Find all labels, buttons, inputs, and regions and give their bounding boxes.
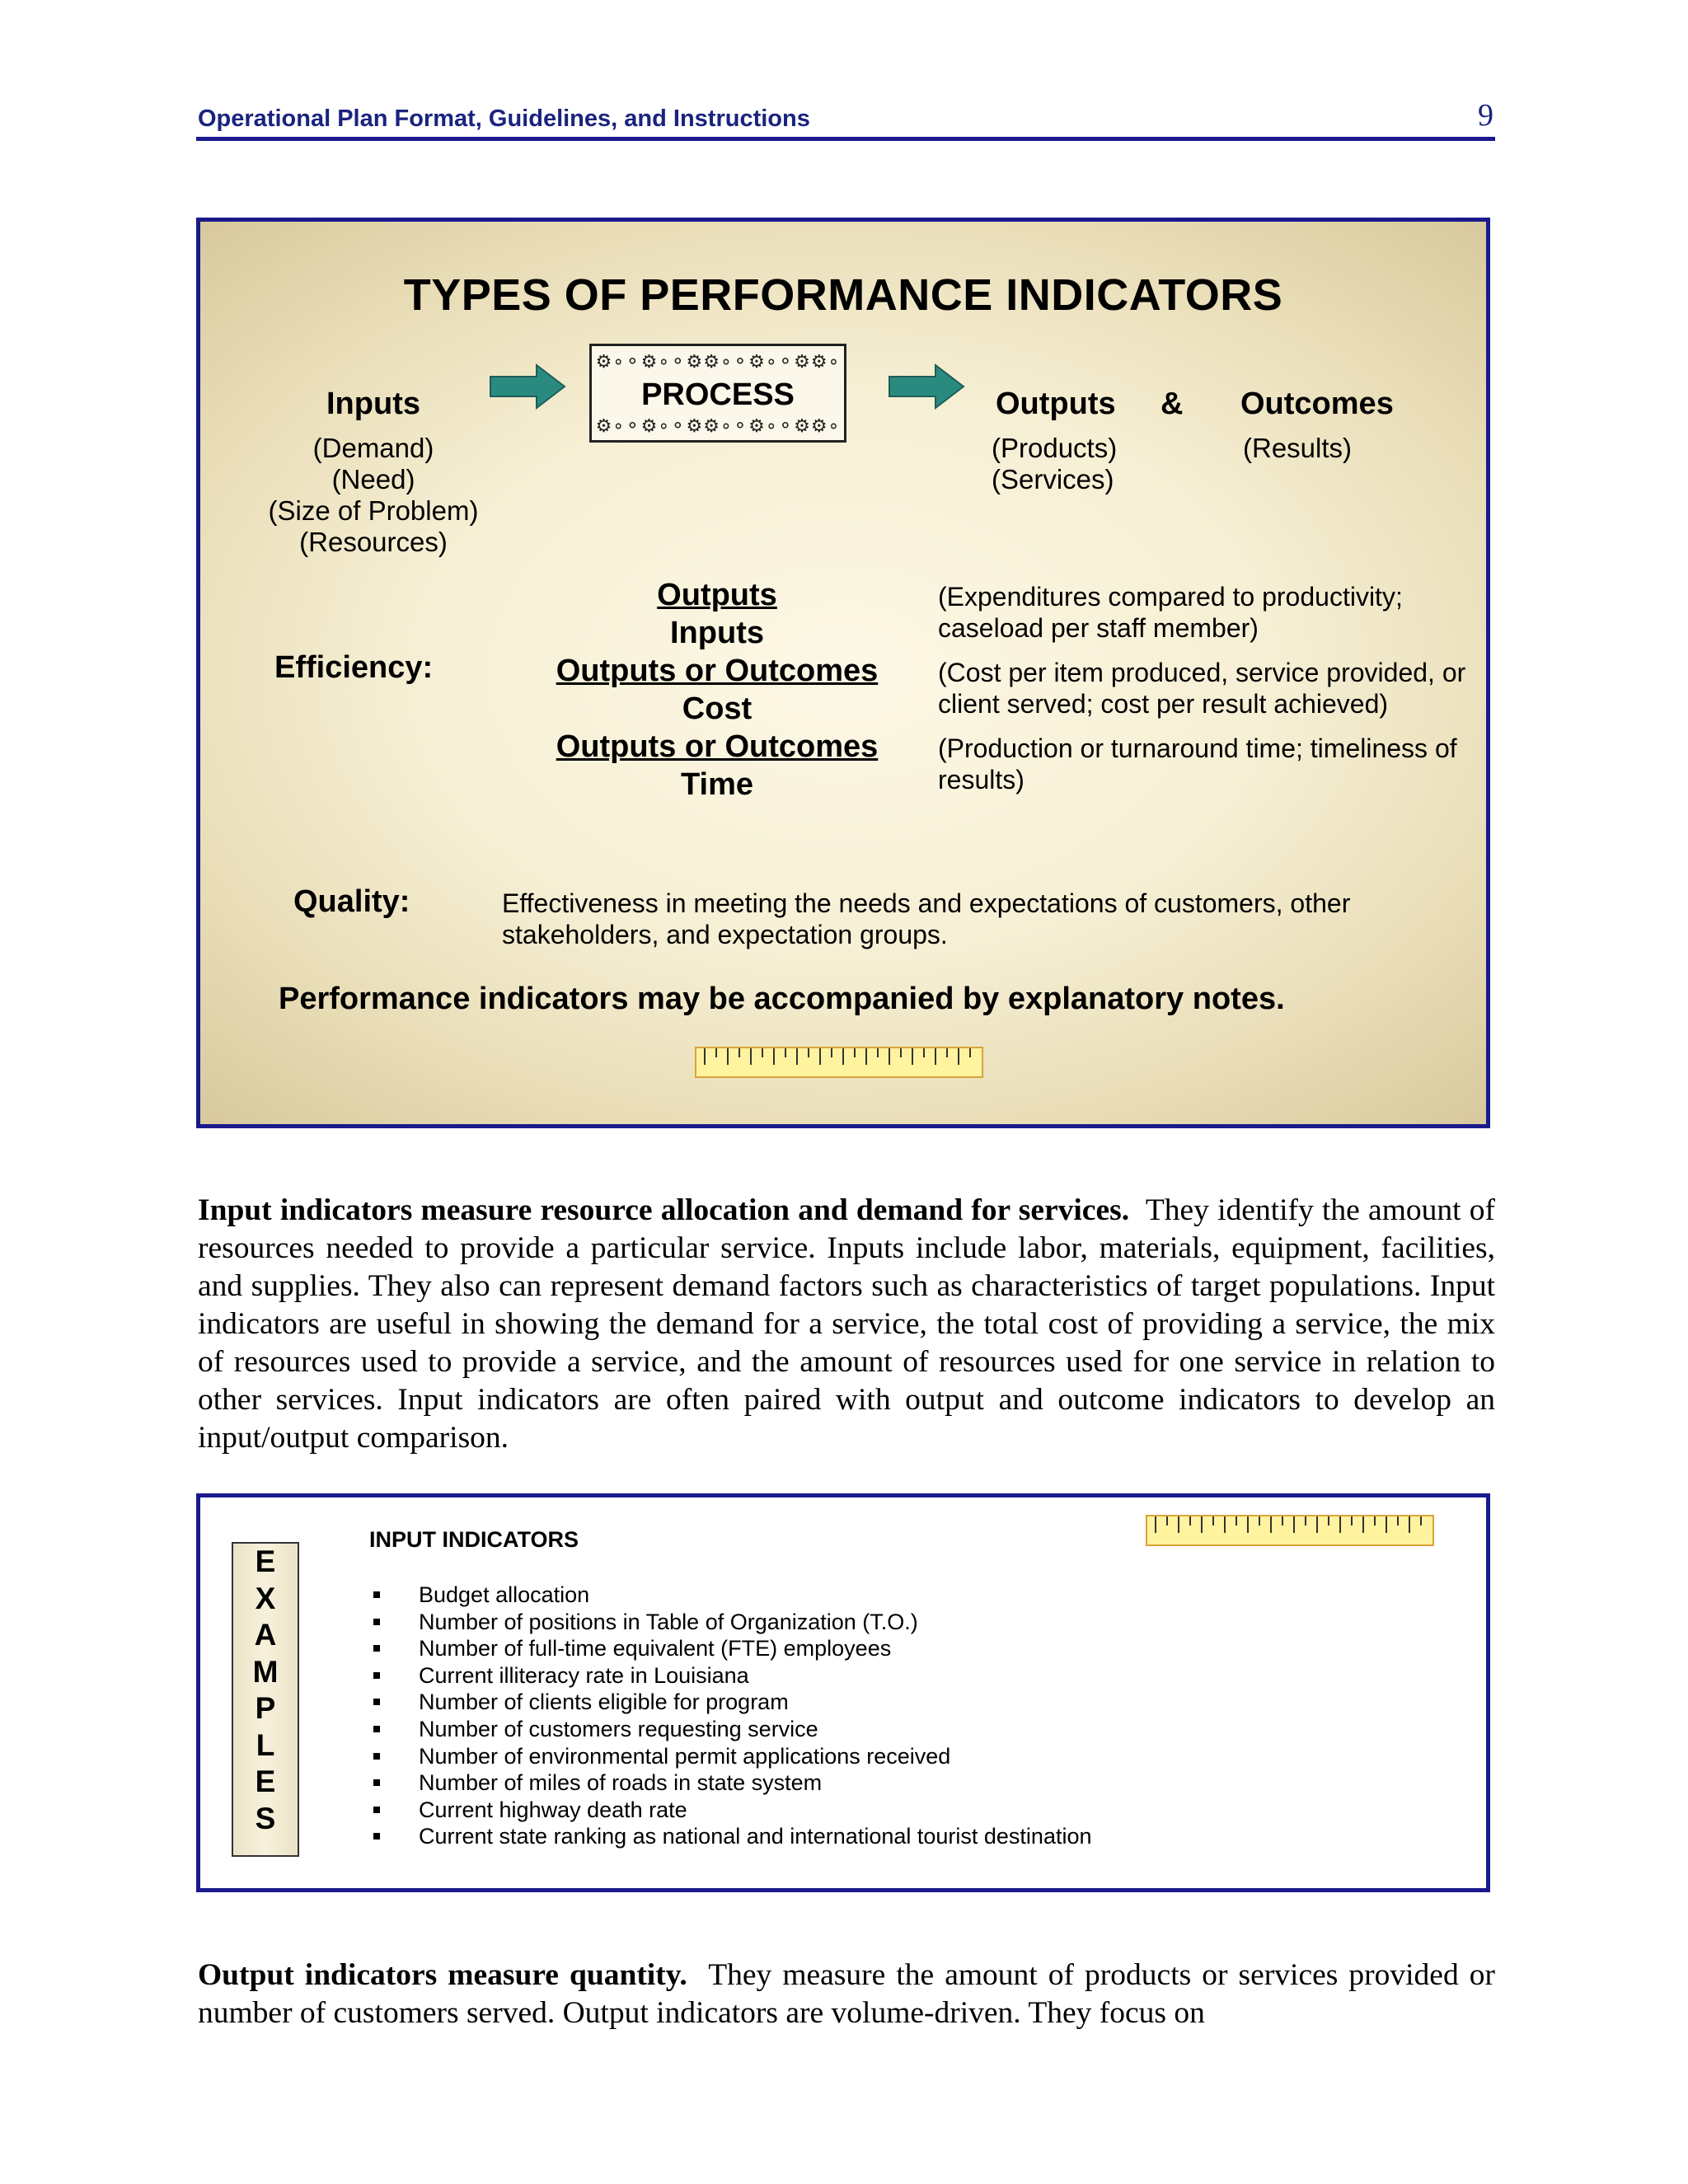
inputs-item: (Resources)	[299, 527, 448, 557]
ratio-denominator: Inputs	[670, 616, 764, 650]
examples-letter: P	[255, 1691, 276, 1725]
quality-label: Quality:	[293, 884, 410, 919]
inputs-item: (Need)	[331, 464, 415, 494]
efficiency-note: (Expenditures compared to productivity; caseload per staff member)	[938, 582, 1403, 643]
quality-text: Effectiveness in meeting the needs and expectations of customers, other stakeholders, and expectation groups.	[502, 888, 1351, 949]
inputs-label: Inputs	[326, 387, 420, 421]
outcomes-list	[1243, 433, 1352, 464]
page-header-title: Operational Plan Format, Guidelines, and Instructions	[198, 105, 810, 132]
efficiency-ratios	[511, 576, 923, 804]
process-box	[589, 344, 846, 443]
efficiency-label: Efficiency:	[274, 650, 434, 685]
ampersand: &	[1160, 387, 1184, 421]
list-item: Number of miles of roads in state system	[369, 1769, 1092, 1797]
examples-list	[369, 1582, 1092, 1850]
list-item: Number of environmental permit applications received	[369, 1743, 1092, 1770]
ruler-icon	[1146, 1515, 1434, 1546]
right-arrow-icon	[886, 362, 968, 411]
ratio-numerator: Outputs or Outcomes	[556, 729, 879, 764]
ruler-icon	[695, 1047, 983, 1078]
input-indicators-paragraph	[198, 1192, 1495, 1457]
header-divider	[196, 137, 1495, 141]
outcomes-item: (Results)	[1243, 433, 1353, 463]
outcomes-label: Outcomes	[1240, 387, 1394, 421]
list-item: Number of customers requesting service	[369, 1716, 1092, 1743]
list-item: Current illiteracy rate in Louisiana	[369, 1662, 1092, 1690]
list-item: Number of positions in Table of Organization (T.O.)	[369, 1609, 1092, 1636]
ratio-numerator: Outputs or Outcomes	[556, 654, 879, 688]
inputs-item: (Demand)	[312, 433, 434, 463]
performance-indicators-diagram	[196, 218, 1490, 1128]
examples-letter: M	[252, 1654, 279, 1689]
paragraph-lead: Output indicators measure quantity.	[198, 1958, 687, 1992]
examples-letter: X	[255, 1581, 276, 1615]
list-item: Current state ranking as national and international tourist destination	[369, 1823, 1092, 1850]
diagram-title: TYPES OF PERFORMANCE INDICATORS	[403, 270, 1283, 320]
efficiency-note: (Cost per item produced, service provided, or client served; cost per result achieved)	[938, 658, 1466, 719]
process-label: PROCESS	[641, 377, 795, 412]
inputs-list	[233, 433, 513, 558]
diagram-footer-note: Performance indicators may be accompanied by explanatory notes.	[279, 982, 1285, 1016]
list-item: Number of full-time equivalent (FTE) employees	[369, 1635, 1092, 1662]
input-indicators-examples-box	[196, 1493, 1490, 1892]
efficiency-note: (Production or turnaround time; timeliness of results)	[938, 733, 1457, 794]
inputs-item: (Size of Problem)	[268, 495, 479, 526]
page-number: 9	[1478, 98, 1493, 133]
paragraph-text: They identify the amount of resources needed to provide a particular service. Inputs include labor, materials, equipment, facilities, and supplies. They also can represent demand factors such as characteristics of target populations. Input indicators are useful in showing the demand for a service, the total cost of providing a service, the mix of resources used to provide a service, and the amount of resources used for one service in relation to other services. Input indicators are often paired with output and outcome indicators to develop an input/output comparison.	[198, 1193, 1495, 1455]
paragraph-text: They measure the amount of products or services provided or number of customers served. Output indicators are volume-driven. They focus on	[198, 1958, 1495, 2030]
examples-letter: E	[255, 1765, 276, 1798]
output-indicators-paragraph	[198, 1957, 1495, 2032]
examples-vertical-label	[232, 1542, 299, 1857]
gears-icon: ⚙∘⚬⚙∘⚬⚙⚙∘⚬⚙∘⚬⚙⚙∘	[595, 351, 841, 372]
examples-letter: A	[254, 1618, 277, 1652]
list-item: Budget allocation	[369, 1582, 1092, 1609]
list-item: Current highway death rate	[369, 1797, 1092, 1824]
outputs-list	[992, 433, 1117, 495]
ratio-denominator: Time	[680, 767, 753, 802]
gears-icon: ⚙∘⚬⚙∘⚬⚙⚙∘⚬⚙∘⚬⚙⚙∘	[595, 415, 841, 436]
outputs-item: (Products)	[992, 433, 1118, 463]
examples-letter: L	[256, 1727, 275, 1762]
list-item: Number of clients eligible for program	[369, 1689, 1092, 1716]
paragraph-lead: Input indicators measure resource allocation and demand for services.	[198, 1193, 1130, 1227]
ratio-denominator: Cost	[682, 691, 753, 726]
examples-heading: INPUT INDICATORS	[369, 1527, 579, 1552]
right-arrow-icon	[487, 362, 570, 411]
examples-letter: S	[255, 1801, 276, 1835]
examples-letter: E	[255, 1544, 276, 1578]
ratio-numerator: Outputs	[657, 578, 777, 612]
outputs-item: (Services)	[992, 464, 1114, 494]
outputs-label: Outputs	[996, 387, 1116, 421]
